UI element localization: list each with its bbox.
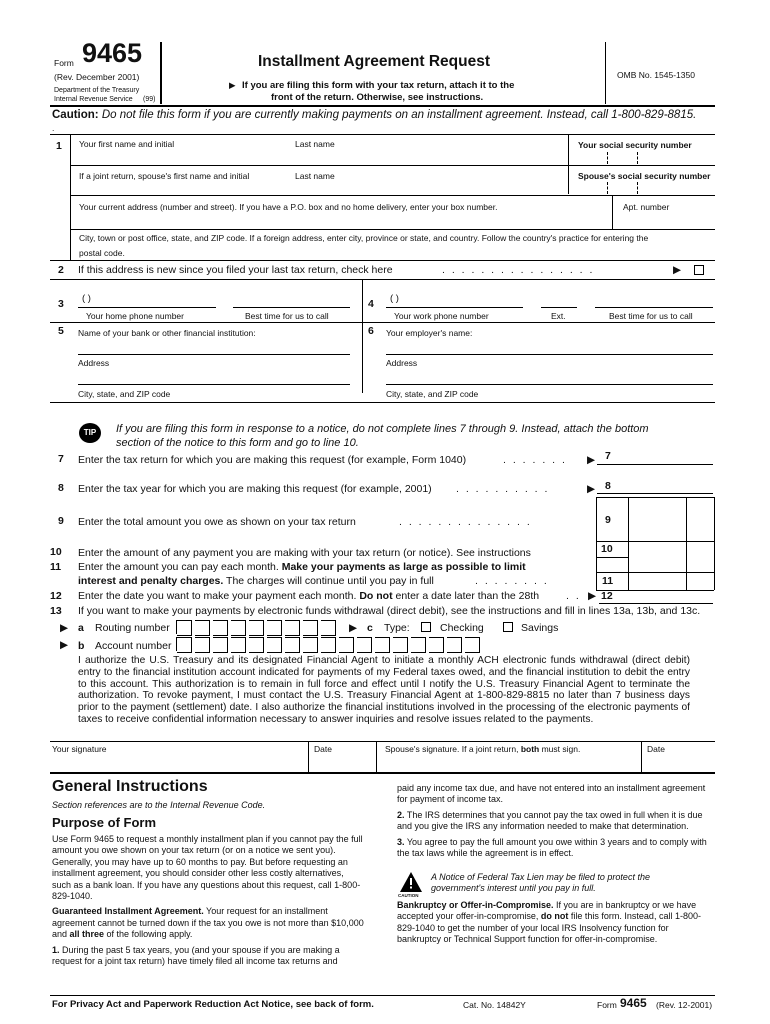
bankruptcy-do-not: do not: [540, 911, 569, 922]
line-number-2: 2: [58, 264, 64, 276]
footer-revision: (Rev. 12-2001): [656, 1000, 713, 1010]
line10-box-number: 10: [601, 543, 613, 555]
caution-triangle-icon: [399, 871, 423, 895]
line11-text-1a: Enter the amount you can pay each month.: [78, 561, 282, 573]
department: Department of the Treasury: [54, 87, 140, 94]
revision-date: (Rev. December 2001): [54, 72, 140, 82]
spouse-name-field[interactable]: [70, 165, 568, 194]
line8-leader-dots: . . . . . . . . . .: [456, 483, 550, 495]
rule: [50, 322, 715, 323]
digit-box: [447, 637, 462, 653]
signature-date-field[interactable]: [309, 741, 376, 772]
arrow-right-icon: ▶: [587, 483, 596, 495]
digit-box: [267, 637, 282, 653]
line11-text-2b: The charges will continue until you pay in full: [223, 575, 434, 587]
sequence-number: (99): [143, 96, 156, 103]
bank-city-label: City, state, and ZIP code: [78, 389, 171, 399]
digit-box: [249, 637, 264, 653]
digit-box: [213, 620, 228, 636]
guaranteed-text-bold: all three: [69, 929, 105, 940]
digit-box: [195, 620, 210, 636]
date-label: Date: [314, 744, 332, 754]
line13a-label: a: [78, 622, 84, 634]
line12-leader-dots: . .: [566, 590, 581, 602]
line11-text-1b: Make your payments as large as possible to limit: [281, 561, 526, 573]
tip-icon: [79, 423, 101, 443]
catalog-number: Cat. No. 14842Y: [463, 1000, 526, 1010]
home-phone-label: Your home phone number: [86, 311, 184, 321]
condition-1: [52, 945, 364, 968]
line8-box-number: 8: [605, 480, 611, 492]
employer-address-field[interactable]: [386, 368, 713, 385]
line-number-13: 13: [50, 605, 62, 617]
tip-text-2: section of the notice to this form and go to line 10.: [116, 437, 359, 449]
agency: Internal Revenue Service: [54, 96, 133, 103]
arrow-right-icon: ▶: [673, 264, 682, 276]
digit-box: [285, 620, 300, 636]
last-name-label: Last name: [295, 139, 335, 149]
taxpayer-signature-field[interactable]: [50, 741, 308, 772]
home-phone-field[interactable]: [78, 292, 216, 308]
bankruptcy-text: [397, 900, 713, 946]
digit-box: [429, 637, 444, 653]
line12-box-number: 12: [601, 590, 613, 602]
savings-label: Savings: [521, 622, 559, 634]
total-owed-field[interactable]: [597, 498, 714, 541]
attach-instruction-2: front of the return. Otherwise, see instructions.: [271, 92, 484, 103]
guaranteed-text-b: of the following apply.: [104, 929, 193, 940]
guaranteed-paragraph: [52, 906, 364, 940]
savings-checkbox[interactable]: [503, 622, 513, 632]
rule: [607, 182, 608, 194]
condition-3: [397, 837, 713, 860]
caution-icon: [398, 871, 423, 898]
line13b-label: b: [78, 640, 85, 652]
rule: [637, 182, 638, 194]
tax-year-field[interactable]: [597, 479, 713, 494]
line-number-12: 12: [50, 590, 62, 602]
extension-field[interactable]: [541, 292, 577, 308]
arrow-right-icon: ▶: [60, 639, 69, 651]
line11-text-2a: interest and penalty charges.: [78, 575, 224, 587]
condition-1-num: 1.: [52, 944, 60, 955]
header-divider-right: [605, 42, 606, 104]
rule: [362, 280, 363, 393]
arrow-right-icon: ▶: [588, 590, 597, 602]
header-divider-left: [160, 42, 162, 104]
rule: [607, 152, 608, 164]
tip-text-1: If you are filing this form in response to a notice, do not complete lines 7 through 9. Instead, attach the bottom: [116, 423, 649, 435]
bank-name-field[interactable]: [78, 338, 350, 355]
rule: [50, 402, 715, 403]
rule: [50, 260, 715, 261]
lien-caution-text: A Notice of Federal Tax Lien may be filed to protect the government's interest until you pay in full.: [431, 872, 650, 894]
arrow-right-icon: ▶: [349, 622, 358, 634]
line-number-9: 9: [58, 515, 64, 527]
bank-address-field[interactable]: [78, 368, 350, 385]
your-signature-label: Your signature: [52, 744, 107, 754]
line-number-5: 5: [58, 325, 64, 337]
bullet-dot: .: [52, 123, 55, 133]
condition-3-num: 3.: [397, 836, 405, 847]
digit-box: [231, 637, 246, 653]
address-label: Your current address (number and street). If you have a P.O. box and no home delivery, enter your box number.: [79, 202, 498, 212]
line-number-6: 6: [368, 325, 374, 337]
monthly-payment-field[interactable]: [597, 573, 714, 590]
digit-box: [267, 620, 282, 636]
purpose-paragraph: Use Form 9465 to request a monthly installment plan if you cannot pay the full amount you owe shown on your tax return (or on a notice we sent you). Generally, you may have up to 60 months to pay. But before requesting an installment agreement, you should consider other less costly alternatives, such as a bank loan. If you have any questions about this request, call 1-800-829-1040.: [52, 834, 363, 902]
home-best-time-field[interactable]: [233, 292, 350, 308]
form-number: 9465: [82, 38, 143, 68]
line-number-8: 8: [58, 482, 64, 494]
digit-box: [231, 620, 246, 636]
form-word: Form: [54, 58, 74, 68]
line12-text-b: Do not: [359, 590, 393, 602]
digit-box: [411, 637, 426, 653]
digit-box: [285, 637, 300, 653]
spouse-ssn-label: Spouse's social security number: [578, 171, 711, 181]
spouse-ssn-field[interactable]: [569, 182, 715, 194]
digit-box: [177, 637, 192, 653]
line13c-label: c: [367, 622, 373, 634]
bankruptcy-text-b: file this form. Instead, call 1-800-829-1040 to get the number of your local IRS Insolvency function for bankruptcy or Technical Support function for offer-in-compromise.: [397, 911, 701, 945]
line-number-1: 1: [56, 140, 62, 152]
line11-box-number: 11: [602, 575, 614, 587]
digit-box: [249, 620, 264, 636]
spouse-last-name-label: Last name: [295, 171, 335, 181]
code-references-note: Section references are to the Internal Revenue Code.: [52, 800, 266, 810]
apt-number-label: Apt. number: [623, 202, 670, 212]
condition-2-text: The IRS determines that you cannot pay the tax owed in full when it is due and you give the IRS any information needed to make that determination.: [397, 809, 703, 832]
bank-address-label: Address: [78, 358, 110, 368]
home-area-code-parens: ( ): [82, 293, 91, 304]
digit-box: [465, 637, 480, 653]
omb-number: OMB No. 1545-1350: [617, 70, 695, 80]
footer-form-word: Form: [597, 1000, 617, 1010]
checking-label: Checking: [440, 622, 484, 634]
line2-text: If this address is new since you filed your last tax return, check here: [78, 264, 393, 276]
spouse-sig-text-c: must sign.: [539, 744, 581, 754]
bank-name-label: Name of your bank or other financial institution:: [78, 328, 256, 338]
caution-text: Do not file this form if you are currently making payments on an installment agreement. Instead, call 1-800-829-8815.: [101, 109, 697, 121]
condition-3-text: You agree to pay the full amount you owe within 3 years and to comply with the tax laws while the agreement is in effect.: [397, 836, 707, 859]
caution-line: [52, 109, 696, 121]
spouse-signature-field[interactable]: [377, 741, 641, 772]
digit-box: [375, 637, 390, 653]
checking-checkbox[interactable]: [421, 622, 431, 632]
arrow-right-icon: ▶: [587, 454, 596, 466]
right-column-text: [397, 783, 713, 863]
account-number-field[interactable]: [176, 637, 483, 651]
rule: [596, 557, 628, 558]
line-number-10: 10: [50, 546, 62, 558]
line-number-4: 4: [368, 298, 374, 310]
spouse-sig-text-b: both: [520, 744, 540, 754]
first-name-label: Your first name and initial: [79, 139, 175, 149]
form-title: Installment Agreement Request: [258, 53, 490, 70]
bankruptcy-heading: Bankruptcy or Offer-in-Compromise.: [397, 900, 554, 910]
line-number-11: 11: [50, 561, 62, 573]
address-change-checkbox[interactable]: [694, 265, 704, 275]
line2-leader-dots: . . . . . . . . . . . . . . . .: [442, 264, 595, 276]
guaranteed-heading: Guaranteed Installment Agreement.: [52, 906, 204, 917]
digit-box: [321, 637, 336, 653]
payment-day-field[interactable]: [599, 590, 713, 604]
routing-number-field[interactable]: [176, 620, 339, 634]
line-number-7: 7: [58, 453, 64, 465]
work-area-code-parens: ( ): [390, 293, 399, 304]
city-label-line2: postal code.: [79, 248, 125, 258]
bankruptcy-paragraph: [397, 900, 713, 950]
attach-instruction-1: If you are filing this form with your tax return, attach it to the: [242, 80, 515, 91]
first-name-field[interactable]: [70, 134, 568, 164]
line12-text-c: enter a date later than the 28th: [392, 590, 540, 602]
rule: [50, 995, 715, 996]
privacy-notice: For Privacy Act and Paperwork Reduction Act Notice, see back of form.: [52, 999, 374, 1010]
tip-badge-label: TIP: [83, 428, 97, 437]
work-best-time-label: Best time for us to call: [609, 311, 693, 321]
line8-text: Enter the tax year for which you are making this request (for example, 2001): [78, 483, 432, 495]
work-phone-label: Your work phone number: [394, 311, 489, 321]
employer-address-label: Address: [386, 358, 418, 368]
ssn-label: Your social security number: [578, 140, 692, 150]
work-phone-field[interactable]: [386, 292, 523, 308]
general-instructions-heading: General Instructions: [52, 778, 208, 795]
line11-text-2: [78, 575, 434, 587]
spouse-date-label: Date: [647, 744, 665, 754]
digit-box: [357, 637, 372, 653]
line9-leader-dots: . . . . . . . . . . . . . .: [399, 516, 532, 528]
condition-1-text: During the past 5 tax years, you (and your spouse if you are making a request for a joint tax return) have timely filed all income tax returns and: [52, 944, 340, 967]
apt-number-field[interactable]: [613, 195, 715, 229]
digit-box: [177, 620, 192, 636]
digit-box: [303, 637, 318, 653]
extension-label: Ext.: [551, 311, 566, 321]
work-best-time-field[interactable]: [595, 292, 713, 308]
city-label-line1: City, town or post office, state, and ZIP code. If a foreign address, enter city, province or state, and country. Follow the country's practice for entering the: [79, 233, 649, 243]
footer-form-number: 9465: [620, 996, 647, 1010]
address-field[interactable]: [70, 195, 612, 229]
line9-box-number: 9: [605, 514, 611, 526]
rule: [637, 152, 638, 164]
digit-box: [213, 637, 228, 653]
digit-box: [195, 637, 210, 653]
account-type-label: Type:: [384, 622, 410, 634]
digit-box: [303, 620, 318, 636]
line7-box-number: 7: [605, 450, 611, 462]
city-state-zip-field[interactable]: [70, 229, 715, 260]
eft-authorization-text: I authorize the U.S. Treasury and its designated Financial Agent to initiate a monthly ACH electronic funds withdrawal (direct debit) entry to the financial institution account indicated for payments of my Federal taxes owed, and the financial institution to debit the entry to this account. This authorization is to remain in full force and effect until I notify the U.S. Treasury Financial Agent to terminate the authorization. To revoke payment, I must contact the U.S. Treasury Financial Agent at 1-800-829-8815 no later than 7 business days prior to the payment (settlement) date. I also authorize the financial institutions involved in the processing of the electronic payments of taxes to receive confidential information necessary to answer inquiries and resolve issues related to the payments.: [78, 655, 690, 725]
spouse-first-name-label: If a joint return, spouse's first name and initial: [79, 171, 250, 181]
digit-box: [321, 620, 336, 636]
tax-return-form-field[interactable]: [597, 450, 713, 465]
purpose-heading: Purpose of Form: [52, 815, 157, 830]
line11-text-1: [78, 561, 526, 573]
spouse-sig-text-a: Spouse's signature. If a joint return,: [385, 744, 521, 754]
line12-text: [78, 590, 539, 602]
left-column-text: [52, 834, 364, 971]
caution-badge-label: CAUTION: [398, 893, 419, 898]
line7-leader-dots: . . . . . . .: [503, 454, 567, 466]
condition-2-num: 2.: [397, 809, 405, 820]
header-rule: [50, 105, 715, 107]
line12-text-a: Enter the date you want to make your payment each month.: [78, 590, 360, 602]
rule: [50, 772, 715, 774]
arrow-right-icon: ▶: [229, 80, 236, 90]
condition-2: [397, 810, 713, 833]
line11-leader-dots: . . . . . . . .: [475, 575, 549, 587]
employer-city-label: City, state, and ZIP code: [386, 389, 479, 399]
payment-with-return-field[interactable]: [597, 542, 714, 557]
employer-name-field[interactable]: [386, 338, 713, 355]
line9-text: Enter the total amount you owe as shown on your tax return: [78, 516, 356, 528]
home-best-time-label: Best time for us to call: [245, 311, 329, 321]
digit-box: [393, 637, 408, 653]
rule: [714, 497, 715, 590]
line7-text: Enter the tax return for which you are making this request (for example, Form 1040): [78, 454, 467, 466]
spouse-signature-label: [385, 744, 580, 754]
bankruptcy-text-a: If you are in bankruptcy or we have accepted your offer-in-compromise,: [397, 900, 697, 922]
employer-name-label: Your employer's name:: [386, 328, 473, 338]
caution-label: Caution:: [52, 109, 99, 121]
line10-text: Enter the amount of any payment you are making with your tax return (or notice). See instructions: [78, 547, 531, 559]
arrow-right-icon: ▶: [60, 622, 69, 634]
guaranteed-text-a: Your request for an installment agreement cannot be turned down if the tax you owe is not more than $10,000 and: [52, 906, 364, 940]
rule: [50, 279, 715, 280]
condition-1-continued: paid any income tax due, and have not entered into an installment agreement for payment of income tax.: [397, 783, 706, 805]
spouse-date-field[interactable]: [642, 741, 715, 772]
ssn-field[interactable]: [569, 152, 715, 164]
account-number-label: Account number: [95, 640, 172, 652]
line13-text: If you want to make your payments by electronic funds withdrawal (direct debit), see the instructions and fill in lines 13a, 13b, and 13c.: [78, 605, 701, 617]
line-number-3: 3: [58, 298, 64, 310]
digit-box: [339, 637, 354, 653]
routing-number-label: Routing number: [95, 622, 170, 634]
